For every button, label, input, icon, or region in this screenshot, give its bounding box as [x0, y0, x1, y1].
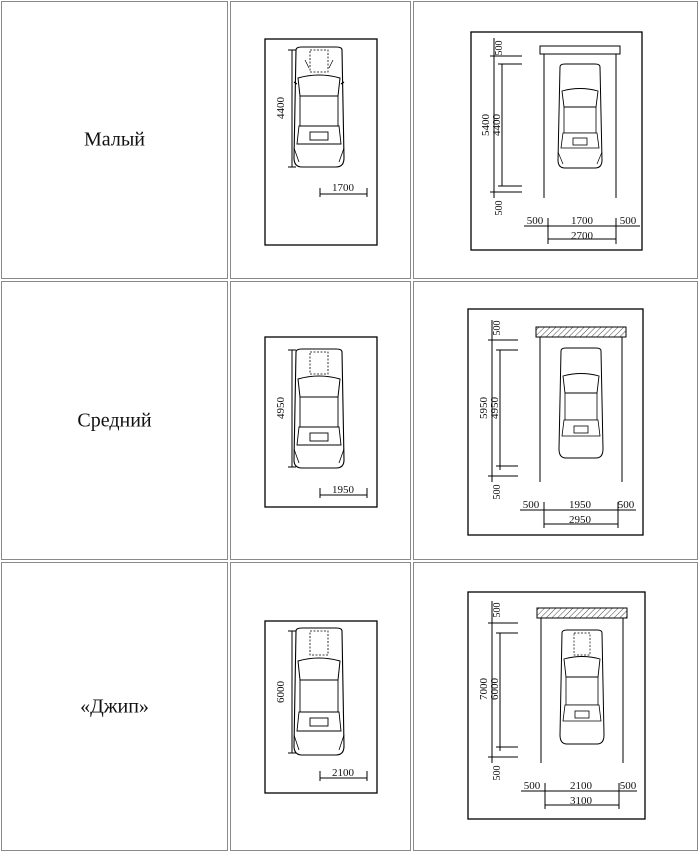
margin-left-dim: 500 [523, 780, 541, 792]
margin-top-dim: 500 [494, 40, 505, 56]
garage-total-width-dim: 2950 [569, 514, 591, 526]
margin-left-dim: 500 [522, 499, 540, 511]
drawing-frame [468, 592, 645, 819]
garage-inner-width-dim: 1700 [571, 215, 593, 227]
margin-bottom-dim: 500 [492, 484, 503, 500]
car-drawing-cell [230, 1, 411, 279]
car-length-dim: 4400 [275, 97, 287, 119]
car-top-view-icon [294, 47, 344, 167]
car-drawing [231, 282, 412, 561]
garage-total-width-dim: 3100 [570, 795, 592, 807]
car-drawing-cell [230, 281, 411, 560]
car-width-dim: 1950 [332, 484, 354, 496]
name-cell [1, 1, 228, 279]
car-width-dim: 1700 [332, 182, 354, 194]
garage-inner-length-dim: 4950 [489, 397, 501, 419]
car-length-dim: 6000 [275, 681, 287, 703]
margin-right-dim: 500 [617, 499, 635, 511]
car-width-dim: 2100 [332, 767, 354, 779]
garage-drawing-cell [413, 562, 698, 851]
margin-top-dim: 500 [492, 320, 503, 336]
car-top-view-icon [558, 64, 602, 168]
garage-total-length-dim: 5950 [478, 397, 490, 419]
car-top-view-icon [294, 628, 344, 755]
garage-plan-drawing [414, 282, 699, 561]
margin-right-dim: 500 [619, 780, 637, 792]
margin-right-dim: 500 [619, 215, 637, 227]
car-drawing-cell [230, 562, 411, 851]
garage-plan-drawing [414, 563, 699, 852]
drawing-frame [468, 309, 643, 535]
gate-beam [537, 608, 627, 618]
garage-inner-length-dim: 4400 [491, 114, 503, 136]
car-length-dim: 4950 [275, 397, 287, 419]
garage-drawing-cell [413, 281, 698, 560]
car-top-view-icon [559, 348, 603, 458]
margin-left-dim: 500 [526, 215, 544, 227]
garage-total-width-dim: 2700 [571, 230, 593, 242]
name-cell [1, 562, 228, 851]
garage-drawing-cell [413, 1, 698, 279]
gate-beam [536, 327, 626, 337]
garage-inner-length-dim: 6000 [489, 678, 501, 700]
garage-plan-drawing [414, 2, 699, 280]
car-drawing [231, 563, 412, 852]
garage-total-length-dim: 7000 [478, 678, 490, 700]
garage-inner-width-dim: 2100 [570, 780, 592, 792]
car-drawing [231, 2, 412, 280]
gate-beam [540, 46, 620, 54]
name-cell [1, 281, 228, 560]
garage-total-length-dim: 5400 [480, 114, 492, 136]
car-class-label: Средний [77, 409, 152, 431]
margin-bottom-dim: 500 [492, 765, 503, 781]
car-class-label: «Джип» [80, 695, 149, 717]
car-top-view-icon [560, 630, 604, 744]
garage-inner-width-dim: 1950 [569, 499, 591, 511]
car-class-label: Малый [84, 128, 145, 151]
margin-top-dim: 500 [492, 602, 503, 618]
margin-bottom-dim: 500 [494, 200, 505, 216]
car-top-view-icon [294, 349, 344, 468]
